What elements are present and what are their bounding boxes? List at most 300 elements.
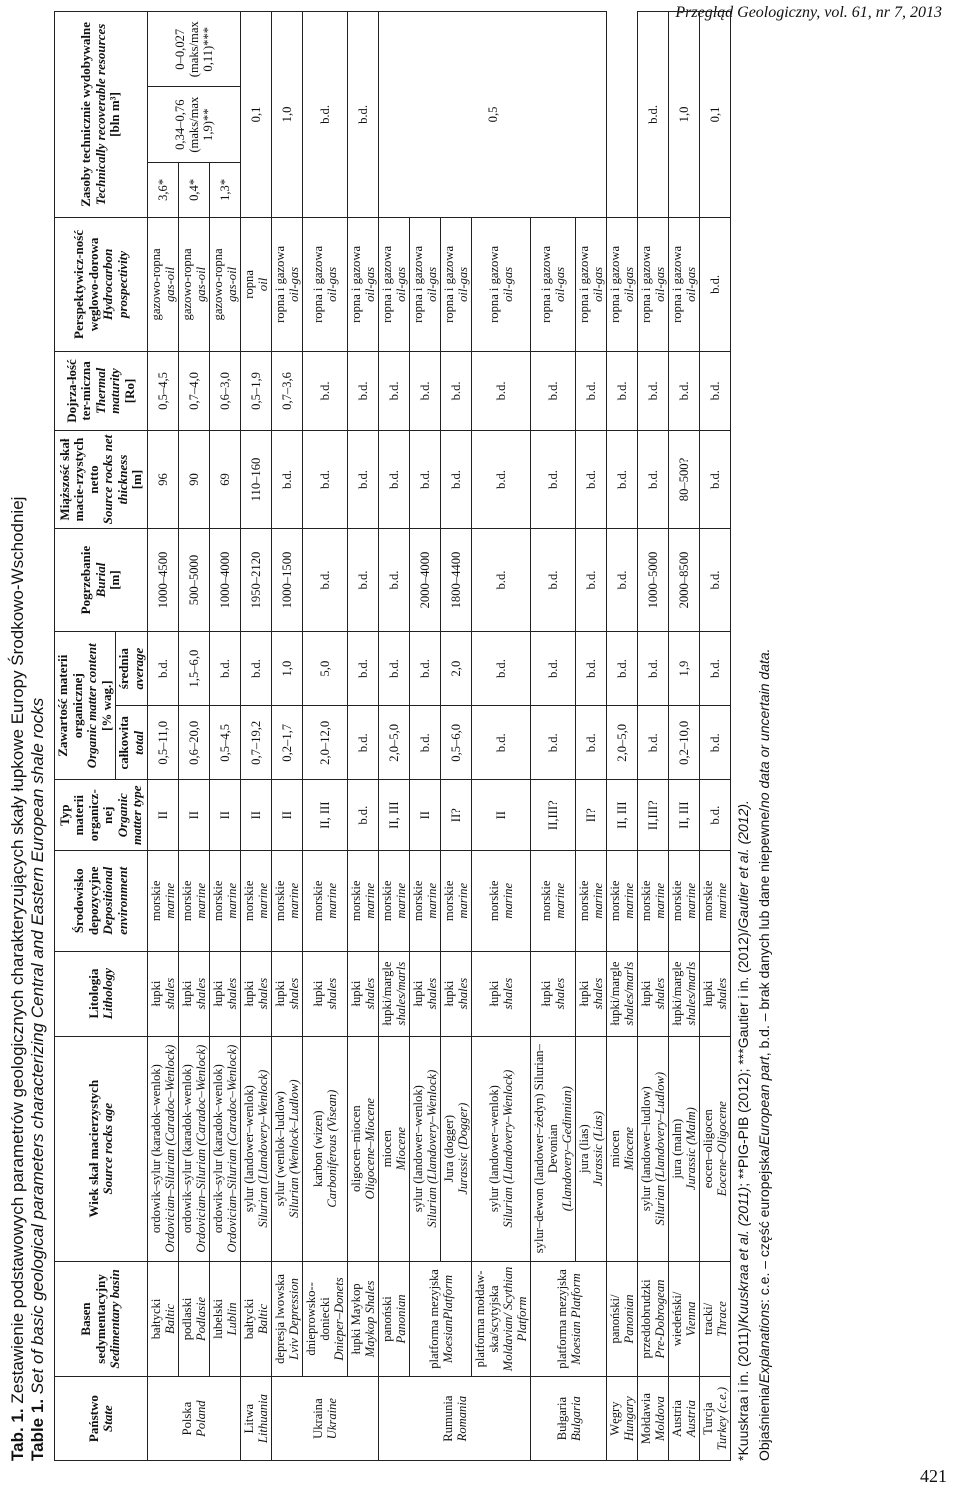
cell-toc-avg: b.d. [638, 632, 669, 706]
cell-toc-total: 0,2–1,7 [272, 706, 303, 780]
cell-type: II? [576, 780, 607, 851]
basin-en: Thrace [715, 1301, 729, 1337]
table-row [472, 12, 531, 1461]
lith-en: shales [256, 977, 270, 1010]
env-pl: morskie [670, 880, 684, 922]
cell-thick: 110–160 [241, 430, 272, 528]
footnote-explanations: Objaśnienia/Explanations: c.e. – część europejska/European part, b.d. – brak danych lub dane niepewne/no data or uncertain data. [756, 648, 772, 1461]
lith-pl: łupki [180, 980, 194, 1007]
age-en: Ordovician–Silurian (Caradoc–Wenlock) [194, 1044, 208, 1253]
cell-type: II, III [379, 780, 410, 851]
lith-en: shales [653, 977, 667, 1010]
cell-burial: 1950–2120 [241, 529, 272, 632]
header-age: Wiek skał macierzystych Source rocks age [55, 1036, 148, 1261]
cell-state [379, 1377, 531, 1461]
table-row [272, 12, 303, 1461]
age-en: Jurassic (Dogger) [456, 1102, 470, 1195]
age-en: Ordovician–Silurian (Caradoc–Wenlock) [163, 1044, 177, 1253]
cell-ro: b.d. [472, 351, 531, 430]
cell-type: II [210, 780, 241, 851]
header-row-1 [55, 12, 116, 1461]
lith-en: shales/marls [622, 961, 636, 1026]
basin-en: Moesian Platform [568, 1273, 583, 1365]
cell-thick: b.d. [472, 430, 531, 528]
header-om-content: Zawartość materii organicznej Organic matter content [% wag.] [55, 632, 116, 780]
cell-ro: b.d. [348, 351, 379, 430]
cell-age [576, 1036, 607, 1261]
prosp-en: oil-gas [501, 266, 515, 302]
env-pl: morskie [539, 880, 553, 922]
cell-toc-total: b.d. [700, 706, 731, 780]
lith-pl: łupki [149, 980, 163, 1007]
cell-env [669, 851, 700, 952]
state-en: Hungary [622, 1396, 636, 1441]
cell-toc-avg: b.d. [148, 632, 179, 706]
header-environment: Środowisko depozycyjne Depositional environment [55, 851, 148, 952]
age-en: Silurian (Llandovery–Wenlock) [256, 1069, 270, 1228]
prosp-pl: ropna i gazowa [380, 245, 394, 323]
age-en: Jurassic (Malm) [684, 1107, 698, 1191]
age-pl: sylur–dewon (landower–żedyn) Silurian–Devonian [532, 1044, 560, 1254]
age-pl: ordowik–sylur (karadok–wenlok) [180, 1064, 194, 1234]
env-en: marine [394, 882, 408, 919]
cell-env [607, 851, 638, 952]
cell-basin [210, 1261, 241, 1377]
prosp-pl: gazowo-ropna [149, 248, 163, 321]
cell-toc-total: 0,2–10,0 [669, 706, 700, 780]
table-body [148, 12, 731, 1461]
lith-pl: łupki [701, 980, 715, 1007]
cell-ro: b.d. [638, 351, 669, 430]
basin-en: Lublin [225, 1302, 239, 1336]
cell-type: II, III [303, 780, 348, 851]
cell-type: II [241, 780, 272, 851]
cell-toc-avg: b.d. [379, 632, 410, 706]
env-en: marine [425, 882, 439, 919]
cell-burial: 2000–4000 [410, 529, 441, 632]
cell-lith [272, 951, 303, 1036]
cell-resources: 0,5 [379, 12, 607, 218]
table-row [669, 12, 700, 1461]
env-en: marine [325, 882, 339, 919]
state-en: Moldova [653, 1396, 667, 1441]
state-pl: Polska [180, 1401, 194, 1436]
table-row [179, 12, 210, 1461]
cell-ro: 0,6–3,0 [210, 351, 241, 430]
cell-thick: 80–500? [669, 430, 700, 528]
basin-pl: lubelski [211, 1299, 225, 1339]
env-en: marine [194, 882, 208, 919]
cell-resources-2: 0,34–0,76 (maks/max 1,9)** [148, 87, 241, 162]
lith-en: shales [363, 977, 377, 1010]
age-pl: eocen–oligocen [701, 1109, 715, 1189]
cell-env [700, 851, 731, 952]
cell-toc-total: b.d. [472, 706, 531, 780]
prosp-pl: b.d. [708, 274, 722, 294]
age-pl: sylur (landower–wenlok) [487, 1085, 501, 1213]
cell-age [241, 1036, 272, 1261]
cell-burial: 1000–4500 [148, 529, 179, 632]
cell-basin [410, 1261, 472, 1377]
cell-thick: b.d. [531, 430, 576, 528]
cell-burial: 1000–5000 [638, 529, 669, 632]
age-pl: oligocen–miocen [349, 1105, 363, 1193]
env-pl: morskie [487, 880, 501, 922]
lith-pl: łupki [273, 980, 287, 1007]
state-en: Romania [454, 1395, 469, 1442]
state-pl: Rumunia [440, 1395, 455, 1442]
cell-lith [700, 951, 731, 1036]
cell-resources: 0,1 [241, 12, 272, 218]
cell-ro: b.d. [379, 351, 410, 430]
lith-pl: łupki [539, 980, 553, 1007]
cell-prospectivity [179, 217, 210, 351]
cell-basin [669, 1261, 700, 1377]
cell-type: II? [441, 780, 472, 851]
prosp-en: gas-oil [163, 266, 177, 302]
cell-toc-total: 2,0–12,0 [303, 706, 348, 780]
cell-state [638, 1377, 669, 1461]
env-en: marine [684, 882, 698, 919]
cell-age [410, 1036, 441, 1261]
cell-lith [576, 951, 607, 1036]
lith-en: shales [456, 977, 470, 1010]
prosp-en: gas-oil [194, 266, 208, 302]
prosp-pl: ropna i gazowa [539, 245, 553, 323]
cell-env [272, 851, 303, 952]
cell-burial: 1800–4400 [441, 529, 472, 632]
basin-pl: depresja lwowska [273, 1274, 287, 1364]
basin-en: Panonian [622, 1294, 636, 1344]
cell-toc-avg: b.d. [700, 632, 731, 706]
cell-type: II, III [669, 780, 700, 851]
prosp-en: oil-gas [591, 266, 605, 302]
prosp-en: oil-gas [653, 266, 667, 302]
prosp-en: oil-gas [287, 266, 301, 302]
table-row [607, 12, 638, 1461]
cell-type: II [410, 780, 441, 851]
basin-pl: dnieprowsko--doniecki [304, 1282, 332, 1356]
lith-pl: łupki/margle [380, 961, 394, 1026]
cell-env [348, 851, 379, 952]
basin-en: Dnieper–Donets [332, 1277, 346, 1361]
cell-state [148, 1377, 241, 1461]
table-title-pl: Tab. 1. Zestawienie podstawowych parametrów geologicznych charakteryzujących skały łupkowe Europy Środkowo-Wschodniej [8, 496, 27, 1461]
cell-ro: b.d. [531, 351, 576, 430]
env-en: marine [622, 882, 636, 919]
env-pl: morskie [211, 880, 225, 922]
lith-pl: łupki [411, 980, 425, 1007]
basin-en: Podlasie [194, 1296, 208, 1341]
cell-env [179, 851, 210, 952]
header-resources: Zasoby technicznie wydobywalne Technically recoverable resources [bln m³] [55, 12, 148, 218]
cell-thick: 96 [148, 430, 179, 528]
cell-toc-avg: b.d. [472, 632, 531, 706]
cell-toc-total: 2,0–5,0 [607, 706, 638, 780]
cell-type: b.d. [348, 780, 379, 851]
prosp-en: oil [256, 277, 270, 292]
cell-type: II [179, 780, 210, 851]
header-toc-average: średnia average [116, 632, 148, 706]
prosp-pl: ropna i gazowa [311, 245, 325, 323]
cell-prospectivity [669, 217, 700, 351]
cell-thick: 90 [179, 430, 210, 528]
cell-age [441, 1036, 472, 1261]
cell-age [210, 1036, 241, 1261]
age-pl: karbon (wizen) [311, 1110, 325, 1187]
age-en: Silurian (Llandovery–Ludlow) [653, 1071, 667, 1226]
footnote-sources: *Kuuskraa i in. (2011)/Kuuskraa et al. (2011); **PIG-PIB (2012); ***Gautier i in. (2012)/Gautier et al. (2012). [735, 800, 751, 1461]
prosp-pl: ropna i gazowa [608, 245, 622, 323]
prosp-pl: ropna i gazowa [442, 245, 456, 323]
cell-resources-1: 0,4* [179, 162, 210, 217]
age-en: Ordovician–Silurian (Caradoc–Wenlock) [225, 1044, 239, 1253]
cell-ro: b.d. [303, 351, 348, 430]
cell-lith [607, 951, 638, 1036]
cell-lith [241, 951, 272, 1036]
lith-en: shales [194, 977, 208, 1010]
cell-type: II [472, 780, 531, 851]
cell-env [531, 851, 576, 952]
age-pl: miocen [380, 1130, 394, 1168]
cell-toc-avg: 1,5–6,0 [179, 632, 210, 706]
lith-en: shales [553, 977, 567, 1010]
cell-burial: 2000–8500 [669, 529, 700, 632]
basin-pl: bałtycki [242, 1298, 256, 1340]
table-row [148, 12, 179, 1461]
cell-age [700, 1036, 731, 1261]
cell-toc-avg: b.d. [531, 632, 576, 706]
cell-prospectivity [700, 217, 731, 351]
state-en: Austria [684, 1400, 698, 1438]
env-pl: morskie [608, 880, 622, 922]
lith-en: shales [501, 977, 515, 1010]
prosp-pl: gazowo-ropna [180, 248, 194, 321]
prosp-en: oil-gas [684, 266, 698, 302]
cell-prospectivity [241, 217, 272, 351]
table-title-en: Table 1. Set of basic geological parameters characterizing Central and Eastern European shale rocks [28, 697, 47, 1461]
cell-ro: b.d. [607, 351, 638, 430]
cell-basin [379, 1261, 410, 1377]
cell-toc-avg: 5,0 [303, 632, 348, 706]
prosp-en: oil-gas [553, 266, 567, 302]
cell-ro: b.d. [410, 351, 441, 430]
cell-toc-avg: b.d. [348, 632, 379, 706]
prosp-en: oil-gas [363, 266, 377, 302]
cell-env [410, 851, 441, 952]
env-pl: morskie [311, 880, 325, 922]
prosp-en: oil-gas [456, 266, 470, 302]
cell-age [179, 1036, 210, 1261]
prosp-pl: ropna i gazowa [639, 245, 653, 323]
basin-pl: panoński/ [608, 1294, 622, 1344]
lith-pl: łupki [442, 980, 456, 1007]
basin-pl: tracki/ [701, 1302, 715, 1336]
cell-age [669, 1036, 700, 1261]
cell-lith [669, 951, 700, 1036]
cell-burial: b.d. [607, 529, 638, 632]
cell-resources: b.d. [348, 12, 379, 218]
header-toc-total: całkowita total [116, 706, 148, 780]
age-en: (Llandovery–Gedinnian) [560, 1086, 574, 1212]
env-en: marine [225, 882, 239, 919]
cell-basin [607, 1261, 638, 1377]
env-pl: morskie [180, 880, 194, 922]
cell-thick: b.d. [700, 430, 731, 528]
cell-prospectivity [576, 217, 607, 351]
state-pl: Mołdawia [639, 1393, 653, 1445]
table-row [700, 12, 731, 1461]
cell-env [379, 851, 410, 952]
cell-burial: b.d. [348, 529, 379, 632]
cell-lith [379, 951, 410, 1036]
lith-pl: łupki [211, 980, 225, 1007]
env-pl: morskie [442, 880, 456, 922]
table-row [303, 12, 348, 1461]
cell-lith [531, 951, 576, 1036]
cell-ro: b.d. [669, 351, 700, 430]
prosp-en: oil-gas [325, 266, 339, 302]
age-pl: sylur (landower–ludlow) [639, 1086, 653, 1212]
prosp-pl: ropna i gazowa [670, 245, 684, 323]
cell-age [348, 1036, 379, 1261]
env-en: marine [501, 882, 515, 919]
age-pl: sylur (landower–wenlok) [411, 1085, 425, 1213]
prosp-en: oil-gas [622, 266, 636, 302]
lith-pl: łupki [242, 980, 256, 1007]
env-en: marine [591, 882, 605, 919]
cell-prospectivity [607, 217, 638, 351]
cell-toc-avg: 1,9 [669, 632, 700, 706]
env-en: marine [256, 882, 270, 919]
lith-pl: łupki [487, 980, 501, 1007]
cell-basin [272, 1261, 303, 1377]
cell-age [531, 1036, 576, 1261]
cell-env [241, 851, 272, 952]
cell-lith [638, 951, 669, 1036]
prosp-pl: ropna [242, 270, 256, 299]
table-row [531, 12, 576, 1461]
env-en: marine [287, 882, 301, 919]
age-en: Eocene–Oligocene [715, 1101, 729, 1197]
age-pl: jura (lias) [577, 1124, 591, 1173]
cell-env [638, 851, 669, 952]
header-om-type: Typ materii organicz-nej Organic matter type [55, 780, 148, 851]
cell-toc-total: b.d. [531, 706, 576, 780]
age-pl: ordowik–sylur (karadok–wenlok) [211, 1064, 225, 1234]
cell-toc-total: 0,7–19,2 [241, 706, 272, 780]
basin-pl: podlaski [180, 1297, 194, 1341]
prosp-en: oil-gas [394, 266, 408, 302]
cell-state [241, 1377, 272, 1461]
cell-basin [241, 1261, 272, 1377]
cell-ro: b.d. [700, 351, 731, 430]
cell-basin [531, 1261, 607, 1377]
cell-toc-avg: b.d. [576, 632, 607, 706]
state-en: Poland [194, 1400, 208, 1437]
cell-prospectivity [348, 217, 379, 351]
cell-env [210, 851, 241, 952]
age-pl: sylur (wenlok–ludlow) [273, 1091, 287, 1207]
cell-ro: 0,7–3,6 [272, 351, 303, 430]
cell-age [303, 1036, 348, 1261]
state-pl: Bułgaria [554, 1396, 569, 1441]
shale-parameters-table [54, 11, 731, 1461]
cell-type: II [272, 780, 303, 851]
cell-prospectivity [638, 217, 669, 351]
header-burial: Pogrzebanie Burial [m] [55, 529, 148, 632]
basin-en: Baltic [163, 1303, 177, 1334]
env-pl: morskie [273, 880, 287, 922]
cell-lith [303, 951, 348, 1036]
cell-toc-avg: b.d. [607, 632, 638, 706]
cell-toc-total: b.d. [348, 706, 379, 780]
age-en: Silurian (Wenlock–Ludlow) [287, 1079, 301, 1218]
lith-en: shales [225, 977, 239, 1010]
cell-ro: 0,5–4,5 [148, 351, 179, 430]
age-en: Silurian (Llandovery–Wenlock) [425, 1069, 439, 1228]
cell-lith [472, 951, 531, 1036]
state-pl: Litwa [242, 1403, 256, 1434]
cell-basin [179, 1261, 210, 1377]
cell-prospectivity [441, 217, 472, 351]
age-en: Oligocene–Miocene [363, 1097, 377, 1200]
state-en: Bulgaria [568, 1396, 583, 1441]
env-en: marine [456, 882, 470, 919]
cell-toc-total: 0,5–4,5 [210, 706, 241, 780]
cell-thick: 69 [210, 430, 241, 528]
cell-lith [210, 951, 241, 1036]
table-wrapper [8, 11, 773, 1461]
basin-en: MoesianPlatform [440, 1274, 455, 1364]
page-number: 421 [920, 1466, 947, 1486]
cell-toc-total: 2,0–5,0 [379, 706, 410, 780]
prosp-en: oil-gas [425, 266, 439, 302]
basin-pl: łupki Maykop [349, 1283, 363, 1355]
env-en: marine [715, 882, 729, 919]
env-en: marine [553, 882, 567, 919]
cell-ro: b.d. [576, 351, 607, 430]
cell-thick: b.d. [348, 430, 379, 528]
basin-pl: platforma mezyjska [426, 1269, 441, 1369]
table-row [210, 12, 241, 1461]
env-pl: morskie [701, 880, 715, 922]
table-row [348, 12, 379, 1461]
cell-age [638, 1036, 669, 1261]
lith-en: shales/marls [394, 961, 408, 1026]
lith-pl: łupki [349, 980, 363, 1007]
age-en: Carboniferous (Visean) [325, 1089, 339, 1208]
state-pl: Węgry [608, 1401, 622, 1436]
lith-en: shales [287, 977, 301, 1010]
cell-state [531, 1377, 607, 1461]
cell-burial: b.d. [531, 529, 576, 632]
cell-state [700, 1377, 731, 1461]
cell-thick: b.d. [607, 430, 638, 528]
cell-burial: 500–5000 [179, 529, 210, 632]
cell-prospectivity [272, 217, 303, 351]
cell-age [148, 1036, 179, 1261]
cell-ro: b.d. [441, 351, 472, 430]
cell-ro: 0,5–1,9 [241, 351, 272, 430]
prosp-pl: ropna i gazowa [349, 245, 363, 323]
cell-env [576, 851, 607, 952]
env-pl: morskie [242, 880, 256, 922]
cell-prospectivity [303, 217, 348, 351]
env-en: marine [163, 882, 177, 919]
cell-env [303, 851, 348, 952]
basin-pl: panoński [380, 1296, 394, 1342]
